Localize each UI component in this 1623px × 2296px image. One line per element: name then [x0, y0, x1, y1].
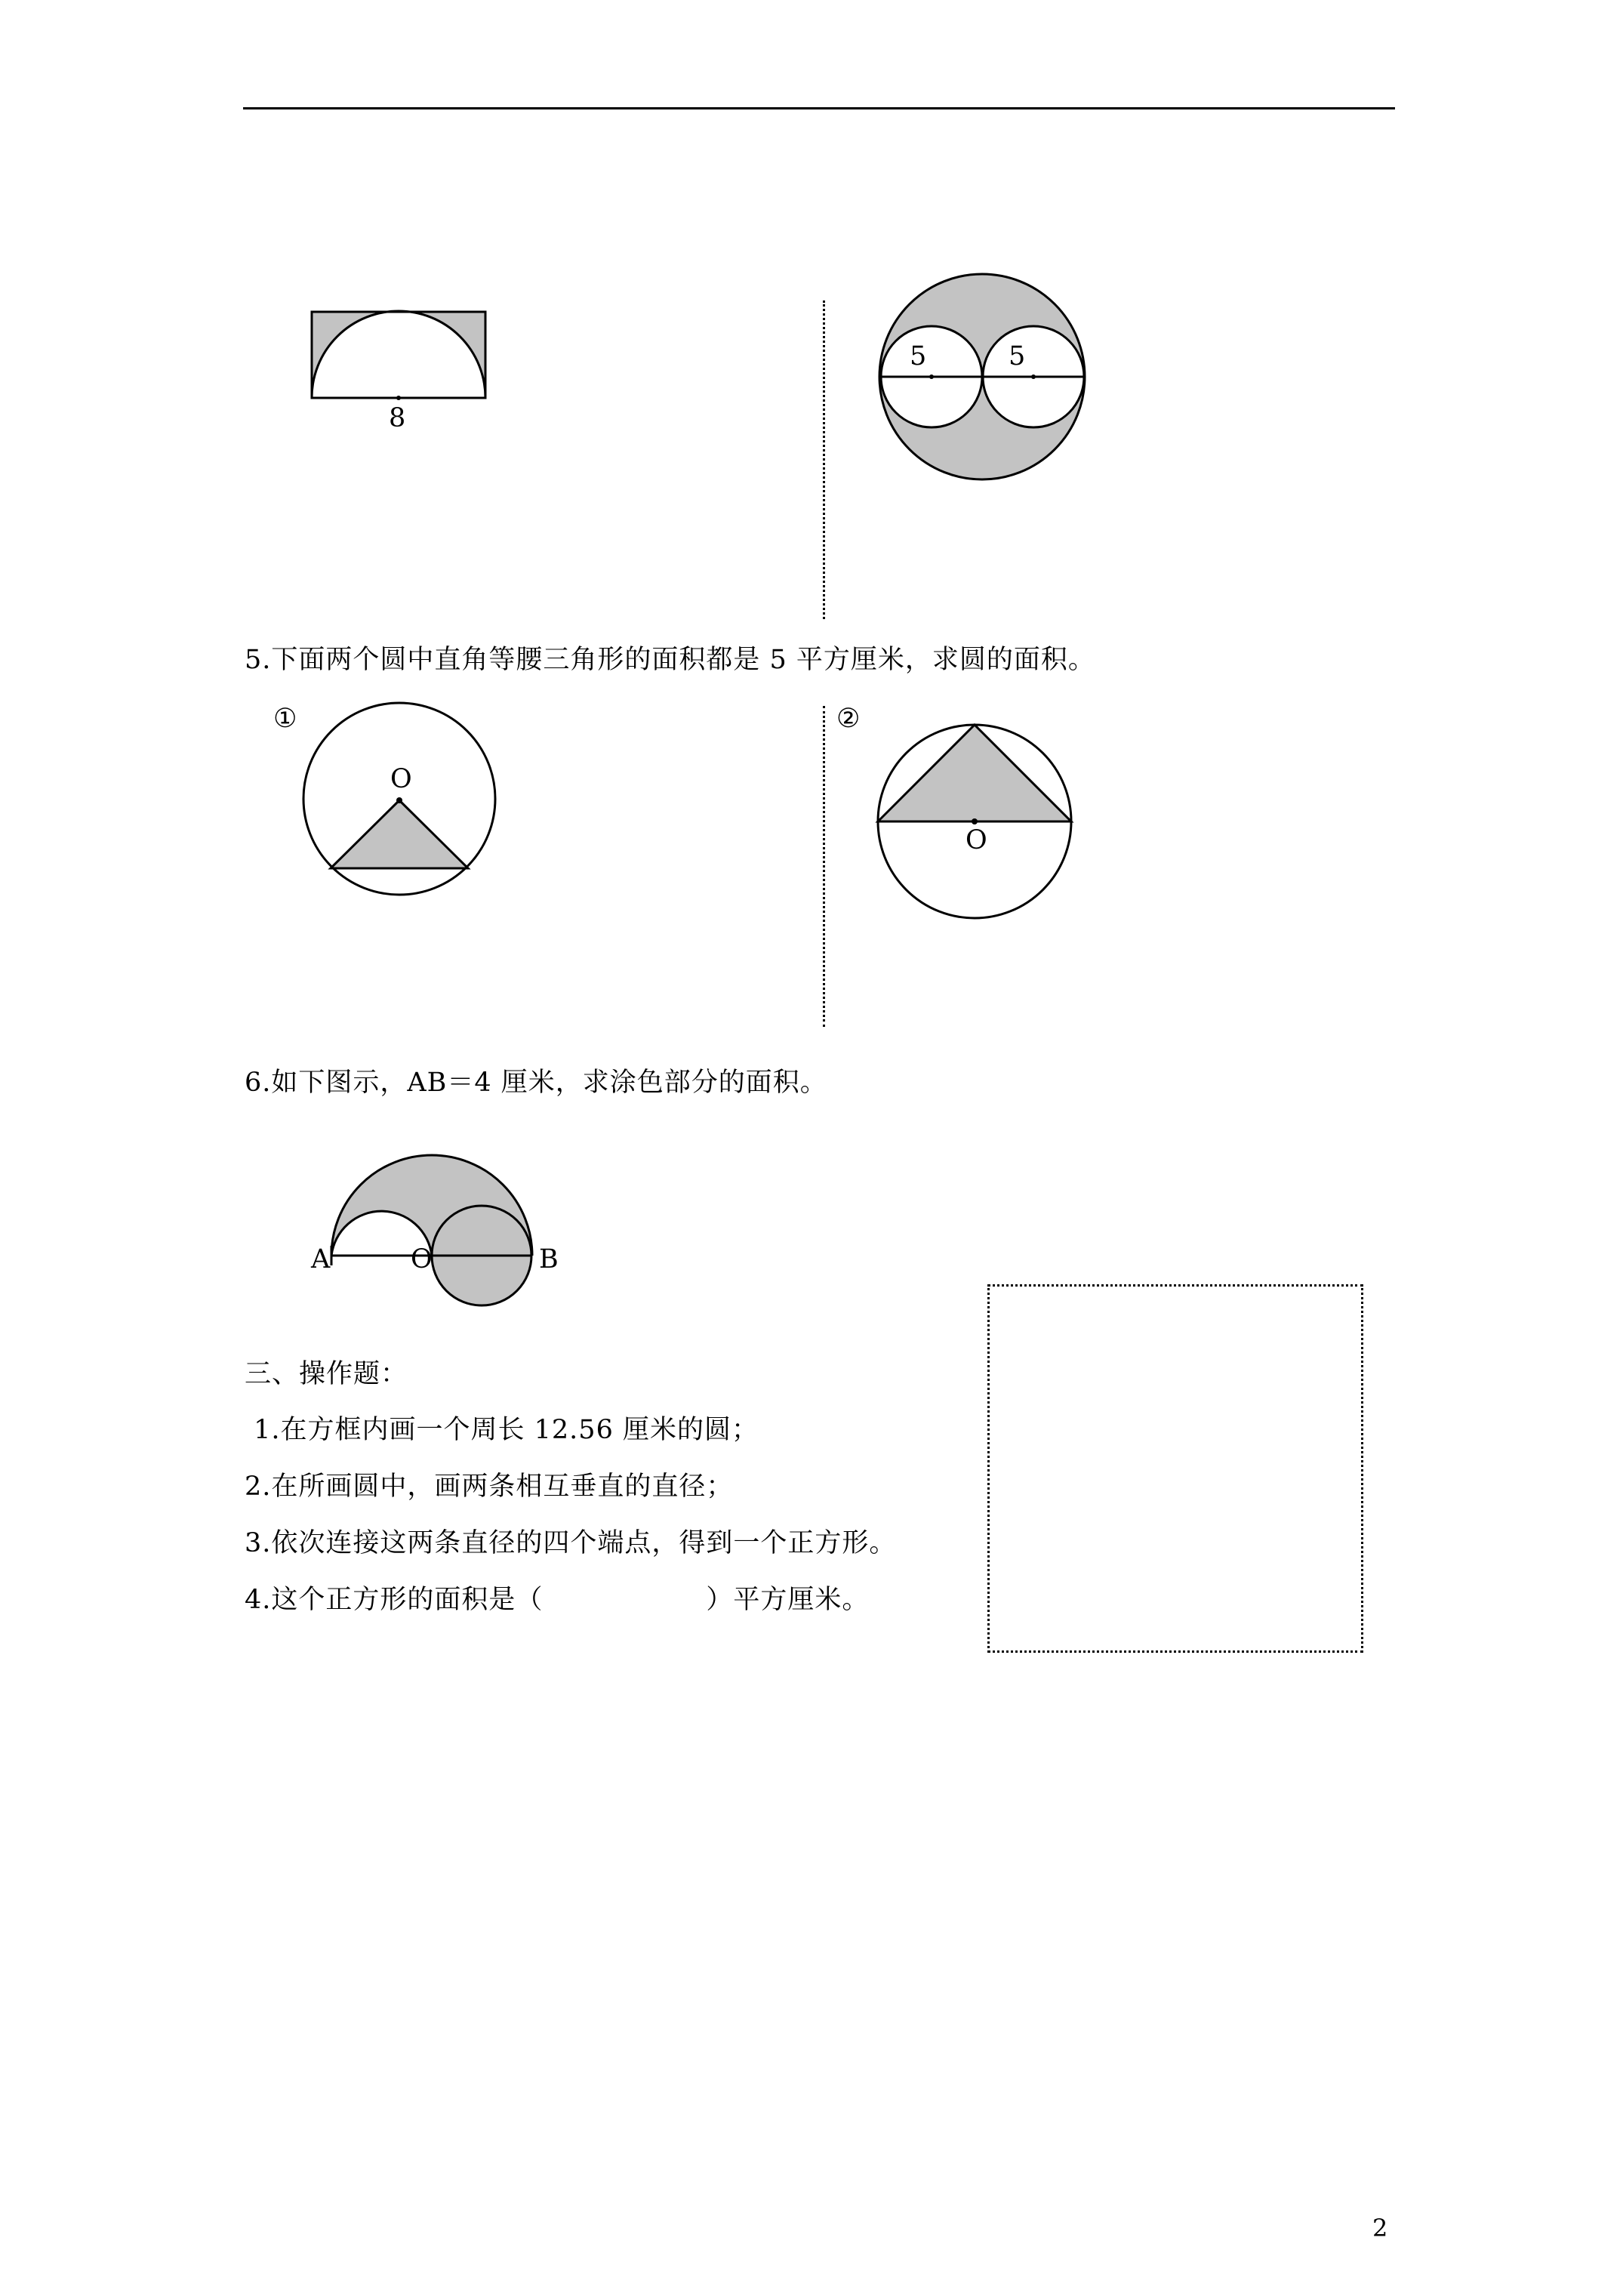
divider-top	[823, 300, 825, 619]
figure-semicircles-ab	[325, 1148, 544, 1314]
page-number: 2	[1372, 2214, 1388, 2242]
figure-d-marker: ②	[836, 704, 861, 734]
figure-a-base-label: 8	[389, 403, 406, 433]
problem-5-text: 5.下面两个圆中直角等腰三角形的面积都是 5 平方厘米，求圆的面积。	[245, 645, 1095, 675]
section-3-item-1: 1.在方框内画一个周长 12.56 厘米的圆；	[245, 1415, 759, 1445]
figure-circle-diameter-triangle	[872, 717, 1083, 929]
figure-c-center-label: O	[390, 764, 412, 794]
section-3-item-2: 2.在所画圆中，画两条相互垂直的直径；	[245, 1472, 734, 1502]
header-rule	[243, 107, 1395, 109]
figure-b-right-label: 5	[1009, 341, 1026, 371]
figure-e-label-o: O	[411, 1244, 433, 1274]
problem-6-text: 6.如下图示，AB＝4 厘米，求涂色部分的面积。	[245, 1068, 827, 1098]
figure-rectangle-semicircle	[306, 306, 502, 411]
divider-middle	[823, 706, 825, 1027]
figure-circle-center-triangle	[298, 698, 510, 910]
figure-circle-two-circles	[876, 268, 1095, 487]
figure-b-left-label: 5	[910, 341, 927, 371]
drawing-box	[987, 1284, 1363, 1653]
figure-e-label-a: A	[311, 1244, 331, 1274]
section-3-item-3: 3.依次连接这两条直径的四个端点，得到一个正方形。	[245, 1528, 897, 1558]
figure-e-label-b: B	[539, 1244, 559, 1274]
figure-c-marker: ①	[273, 704, 297, 734]
section-3-heading: 三、操作题：	[245, 1359, 408, 1389]
figure-d-center-label: O	[965, 825, 987, 855]
section-3-item-4: 4.这个正方形的面积是（ ）平方厘米。	[245, 1585, 870, 1615]
